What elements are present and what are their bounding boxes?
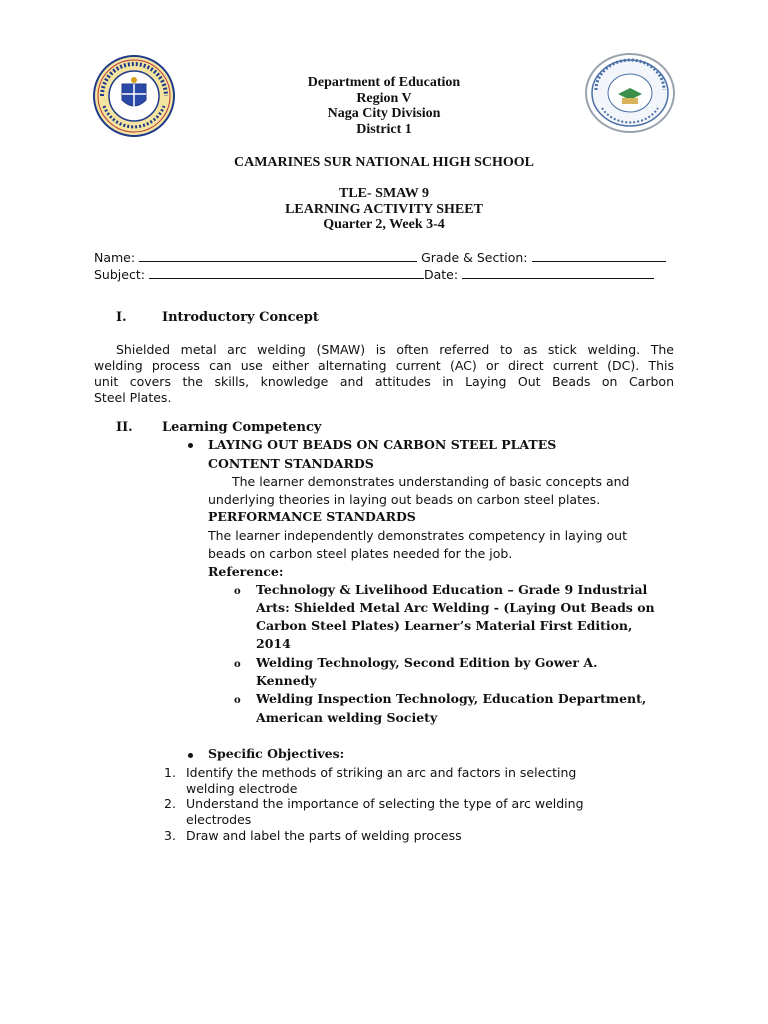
reference-line: American welding Society bbox=[256, 710, 438, 725]
grade-section-label: Grade & Section: bbox=[421, 250, 528, 265]
name-blank[interactable] bbox=[139, 250, 417, 262]
circle-bullet-icon: o bbox=[234, 695, 241, 706]
intro-paragraph bbox=[94, 342, 674, 406]
name-label: Name: bbox=[94, 250, 136, 265]
title-line: LEARNING ACTIVITY SHEET bbox=[285, 201, 483, 217]
reference-line: 2014 bbox=[256, 636, 291, 651]
bullet-icon bbox=[188, 753, 193, 758]
agency-line: Department of Education bbox=[307, 75, 461, 90]
performance-standards-line: The learner independently demonstrates competency in laying out bbox=[208, 528, 627, 543]
reference-line: Carbon Steel Plates) Learner’s Material First Edition, bbox=[256, 618, 633, 633]
paragraph-line: Steel Plates. bbox=[94, 390, 172, 405]
section-title: Introductory Concept bbox=[162, 310, 319, 325]
performance-standards-line: beads on carbon steel plates needed for the job. bbox=[208, 546, 513, 561]
date-label: Date: bbox=[423, 267, 459, 282]
subject-row bbox=[94, 266, 694, 283]
paragraph-line: Shielded metal arc welding (SMAW) is often referred to as stick welding. The bbox=[116, 342, 674, 357]
circle-bullet-icon: o bbox=[234, 586, 241, 597]
competency-title: LAYING OUT BEADS ON CARBON STEEL PLATES bbox=[208, 437, 557, 452]
objective-line: electrodes bbox=[186, 812, 252, 827]
section-title: Learning Competency bbox=[162, 420, 322, 435]
content-standards-line: The learner demonstrates understanding of basic concepts and bbox=[232, 474, 630, 489]
objective-line: welding electrode bbox=[186, 781, 298, 796]
reference-line: Kennedy bbox=[256, 673, 317, 688]
agency-line: District 1 bbox=[356, 121, 412, 137]
agency-line: Region V bbox=[356, 90, 412, 106]
content-standards-line: underlying theories in laying out beads on carbon steel plates. bbox=[208, 492, 601, 507]
reference-line: Welding Technology, Second Edition by Gower A. bbox=[256, 655, 598, 670]
school-name-text: CAMARINES SUR NATIONAL HIGH SCHOOL bbox=[233, 155, 534, 170]
reference-line: Technology & Livelihood Education – Grade 9 Industrial bbox=[256, 582, 648, 597]
objective-number: 2. bbox=[164, 796, 176, 811]
student-info-fields bbox=[94, 249, 694, 283]
grade-section-blank[interactable] bbox=[532, 250, 666, 262]
paragraph-line: welding process can use either alternating current (AC) or direct current (DC). This bbox=[94, 358, 674, 373]
reference-title: Reference: bbox=[208, 564, 284, 579]
agency-line: Naga City Division bbox=[327, 106, 441, 121]
school-name bbox=[0, 155, 768, 171]
reference-line: Arts: Shielded Metal Arc Welding - (Laying Out Beads on bbox=[256, 600, 655, 615]
content-standards-title: CONTENT STANDARDS bbox=[208, 456, 374, 471]
paragraph-line: unit covers the skills, knowledge and attitudes in Laying Out Beads on Carbon bbox=[94, 374, 674, 389]
date-blank[interactable] bbox=[462, 267, 654, 279]
objectives-title: Specific Objectives: bbox=[208, 746, 345, 761]
objective-line: Draw and label the parts of welding process bbox=[186, 828, 462, 843]
subject-label: Subject: bbox=[94, 267, 145, 282]
objective-line: Identify the methods of striking an arc and factors in selecting bbox=[186, 765, 577, 780]
performance-standards-title: PERFORMANCE STANDARDS bbox=[208, 509, 416, 524]
objective-number: 3. bbox=[164, 828, 176, 843]
title-line: Quarter 2, Week 3-4 bbox=[323, 217, 445, 232]
section-number: II. bbox=[116, 420, 133, 435]
title-line: TLE- SMAW 9 bbox=[339, 186, 429, 201]
objective-line: Understand the importance of selecting the type of arc welding bbox=[186, 796, 584, 811]
section-number: I. bbox=[116, 310, 127, 325]
agency-header bbox=[0, 75, 768, 137]
objective-number: 1. bbox=[164, 765, 176, 780]
subject-blank[interactable] bbox=[149, 267, 424, 279]
name-row bbox=[94, 249, 694, 266]
sheet-title bbox=[0, 186, 768, 233]
reference-line: Welding Inspection Technology, Education Department, bbox=[256, 691, 647, 706]
circle-bullet-icon: o bbox=[234, 659, 241, 670]
bullet-icon bbox=[188, 443, 193, 448]
